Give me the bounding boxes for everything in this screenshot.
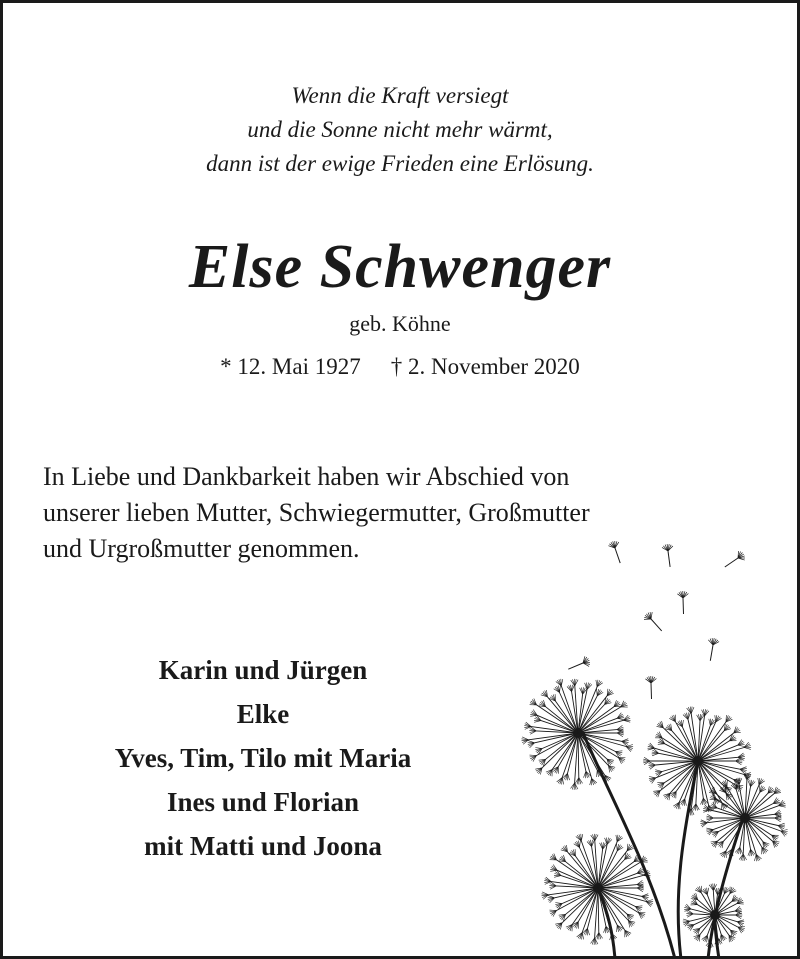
message-line: unserer lieben Mutter, Schwiegermutter, Großmutter: [43, 498, 590, 527]
seed-tuft: [651, 612, 652, 619]
seed-tuft: [655, 770, 662, 772]
seed-tuft: [773, 804, 780, 805]
dandelion-head: [700, 773, 787, 861]
mourners-list: [63, 648, 463, 868]
seed-stalk: [710, 645, 713, 661]
seed-tuft: [617, 718, 624, 719]
seed-tuft: [555, 903, 562, 904]
seed-ray: [578, 733, 579, 778]
seed-ray: [542, 733, 578, 768]
life-dates: [3, 351, 797, 383]
message-line: In Liebe und Dankbarkeit haben wir Abschied von: [43, 462, 570, 491]
mourner-line: Yves, Tim, Tilo mit Maria: [114, 743, 412, 773]
death-date: † 2. November 2020: [390, 354, 580, 379]
seed-tuft: [590, 778, 592, 785]
seed-tuft: [580, 841, 581, 848]
seed-tuft: [581, 834, 583, 841]
seed-tuft: [682, 720, 683, 727]
seed-ray: [745, 785, 759, 818]
seed-tuft: [754, 854, 756, 861]
seed-tuft: [637, 873, 644, 874]
seed-tuft: [706, 828, 713, 830]
seed-ray: [698, 733, 734, 761]
dandelion-head: [683, 884, 745, 948]
birth-date: * 12. Mai 1927: [220, 354, 361, 379]
flying-seed: [644, 612, 662, 631]
dandelion-illustration-icon: [503, 533, 800, 959]
seed-tuft: [597, 770, 598, 777]
dandelion-head: [522, 679, 634, 790]
seed-tuft: [712, 831, 719, 832]
seed-stalk: [725, 558, 738, 567]
flying-seed: [677, 591, 688, 614]
mourner-line: Elke: [236, 699, 290, 729]
seed-tuft: [617, 925, 618, 932]
flying-seeds: [568, 541, 745, 699]
flying-seed: [725, 551, 745, 567]
mourner-line: Ines und Florian: [166, 787, 360, 817]
seed-tuft: [737, 904, 744, 905]
flying-seed: [708, 638, 719, 661]
seed-tuft: [649, 777, 656, 778]
seed-stalk: [683, 598, 684, 614]
seed-tuft: [535, 748, 542, 749]
motto-line: und die Sonne nicht mehr wärmt,: [247, 117, 553, 142]
dandelion-heads: [522, 679, 788, 948]
seed-tuft: [744, 748, 751, 750]
flying-seed: [645, 676, 656, 699]
birth-name: geb. Köhne: [349, 311, 451, 336]
message-line: und Urgroßmutter genommen.: [43, 534, 360, 563]
motto-line: dann ist der ewige Frieden eine Erlösung.: [206, 151, 594, 176]
seed-tuft: [738, 745, 745, 746]
mourner-line: Karin und Jürgen: [158, 655, 368, 685]
seed-ray: [732, 818, 745, 849]
seed-stalk: [668, 551, 670, 567]
seed-stalk: [615, 548, 620, 563]
seed-tuft: [560, 686, 561, 693]
flying-seed: [608, 541, 620, 563]
seed-ray: [745, 794, 774, 818]
seed-stalk: [568, 663, 583, 669]
flying-seed: [568, 656, 590, 669]
deceased-name: Else Schwenger: [188, 233, 612, 301]
seed-ray: [698, 905, 716, 915]
seed-tuft: [687, 924, 694, 925]
seed-tuft: [707, 888, 708, 895]
flying-seed: [662, 544, 673, 567]
seed-ray: [598, 888, 599, 933]
motto-line: Wenn die Kraft versiegt: [291, 83, 509, 108]
seed-stalk: [651, 683, 652, 699]
mourner-line: mit Matti und Joona: [144, 831, 382, 861]
seed-stalk: [651, 619, 662, 631]
seed-ray: [562, 888, 598, 923]
seed-tuft: [779, 806, 786, 808]
seed-tuft: [561, 679, 563, 686]
motto-verse: [3, 79, 797, 181]
dandelion-head: [643, 707, 751, 816]
